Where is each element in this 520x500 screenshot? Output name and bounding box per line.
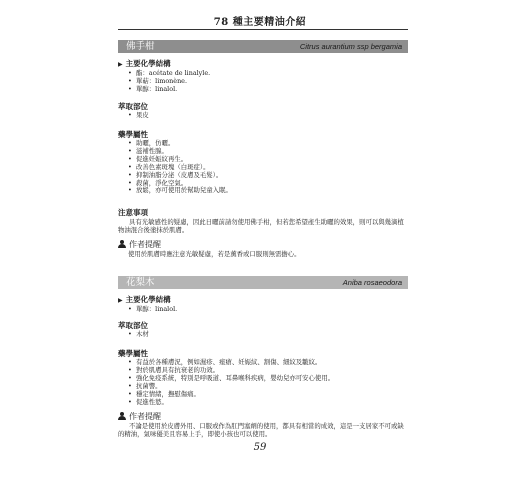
oil-latin-name: Citrus aurantium ssp bergamia (299, 42, 402, 51)
oil-name: 佛手柑 (126, 41, 155, 52)
list-item: • 促進妊娠紋再生。 (128, 154, 188, 163)
oil-title-bar-bergamot (118, 40, 408, 53)
list-item: • 殺菌，淨化空氣。 (128, 178, 188, 187)
part-list (118, 112, 408, 120)
props-section (118, 349, 408, 406)
caution-section (118, 208, 408, 234)
oil-name: 花梨木 (126, 277, 155, 288)
list-item: • 助曬，仿曬。 (128, 139, 175, 147)
list-item: • 穩定情緒，撫慰傷痛。 (128, 389, 200, 398)
oil-latin-name: Aniba rosaeodora (342, 278, 402, 287)
list-item: • 酯：acétate de linalyle. (128, 69, 211, 77)
list-item: • 木材 (128, 330, 149, 338)
chem-heading: ▶ 主要化學結構 (118, 295, 171, 304)
triangle-icon: ▶ (118, 61, 123, 68)
chem-heading: ▶ 主要化學結構 (118, 59, 171, 68)
oil-title-bar-rosewood (118, 276, 408, 289)
chem-list (118, 306, 408, 314)
list-item: • 單醇：linalol. (128, 84, 178, 93)
author-heading: 作者提醒 (118, 412, 408, 422)
list-item: • 放鬆，亦可使用於幫助兒童入眠。 (128, 186, 232, 195)
author-note-section (118, 240, 408, 258)
list-item: • 有益於各種膚況，例如濕疹、痤瘡、妊娠紋、割傷、細紋及皺紋。 (128, 358, 322, 366)
list-item: • 單萜：limonène. (128, 76, 187, 85)
list-item: • 強化免疫系統，特別是呼吸道、耳鼻喉科疾病，嬰幼兒亦可安心使用。 (128, 373, 335, 382)
person-icon (118, 240, 126, 248)
author-text: 使用於肌膚時應注意光敏疑慮，若是薰香或口服則無需擔心。 (128, 250, 301, 258)
list-item: • 改善色素斑塊（白斑症）。 (128, 162, 210, 171)
person-icon (118, 412, 126, 420)
author-text: 不論是使用於皮膚外用、口服或作為肛門塞劑的使用，都具有相當的成效，這是一支居家不可或缺的精油，氣味優美且容易上手，即使小孩也可以使用。 (118, 422, 404, 439)
props-heading: 藥學屬性 (118, 349, 148, 358)
props-heading: 藥學屬性 (118, 130, 148, 139)
list-item: • 抗菌響。 (128, 381, 162, 390)
chem-section (118, 59, 408, 94)
book-running-title: 78 種主要精油介紹 (213, 17, 307, 28)
header-rule (118, 29, 408, 30)
part-heading: 萃取部位 (118, 102, 148, 111)
chem-list (118, 70, 408, 94)
list-item: • 抑制油脂分泌（皮膚及毛髮）。 (128, 170, 223, 179)
author-note-section (118, 412, 408, 438)
chem-section (118, 295, 408, 314)
caution-text: 具有光敏感性的疑慮，因此日曬前請勿使用佛手柑，但若您希望產生助曬的效果，則可以與幾滴植物油混合後塗抹於肌膚。 (118, 218, 404, 235)
list-item: • 滋補性腺。 (128, 146, 168, 155)
caution-heading: 注意事項 (118, 208, 148, 217)
part-heading: 萃取部位 (118, 321, 148, 330)
props-list (118, 140, 408, 195)
list-item: • 果皮 (128, 111, 149, 119)
list-item: • 對於肌膚具有抗衰老的功效。 (128, 365, 220, 374)
part-section (118, 102, 408, 120)
author-heading: 作者提醒 (118, 240, 408, 250)
list-item: • 單醇：linalol. (128, 305, 178, 313)
props-section (118, 130, 408, 195)
part-list (118, 331, 408, 339)
props-list (118, 359, 408, 406)
triangle-icon: ▶ (118, 297, 123, 304)
part-section (118, 321, 408, 339)
list-item: • 促進性慾。 (128, 397, 168, 406)
page-number: 59 (253, 442, 267, 453)
